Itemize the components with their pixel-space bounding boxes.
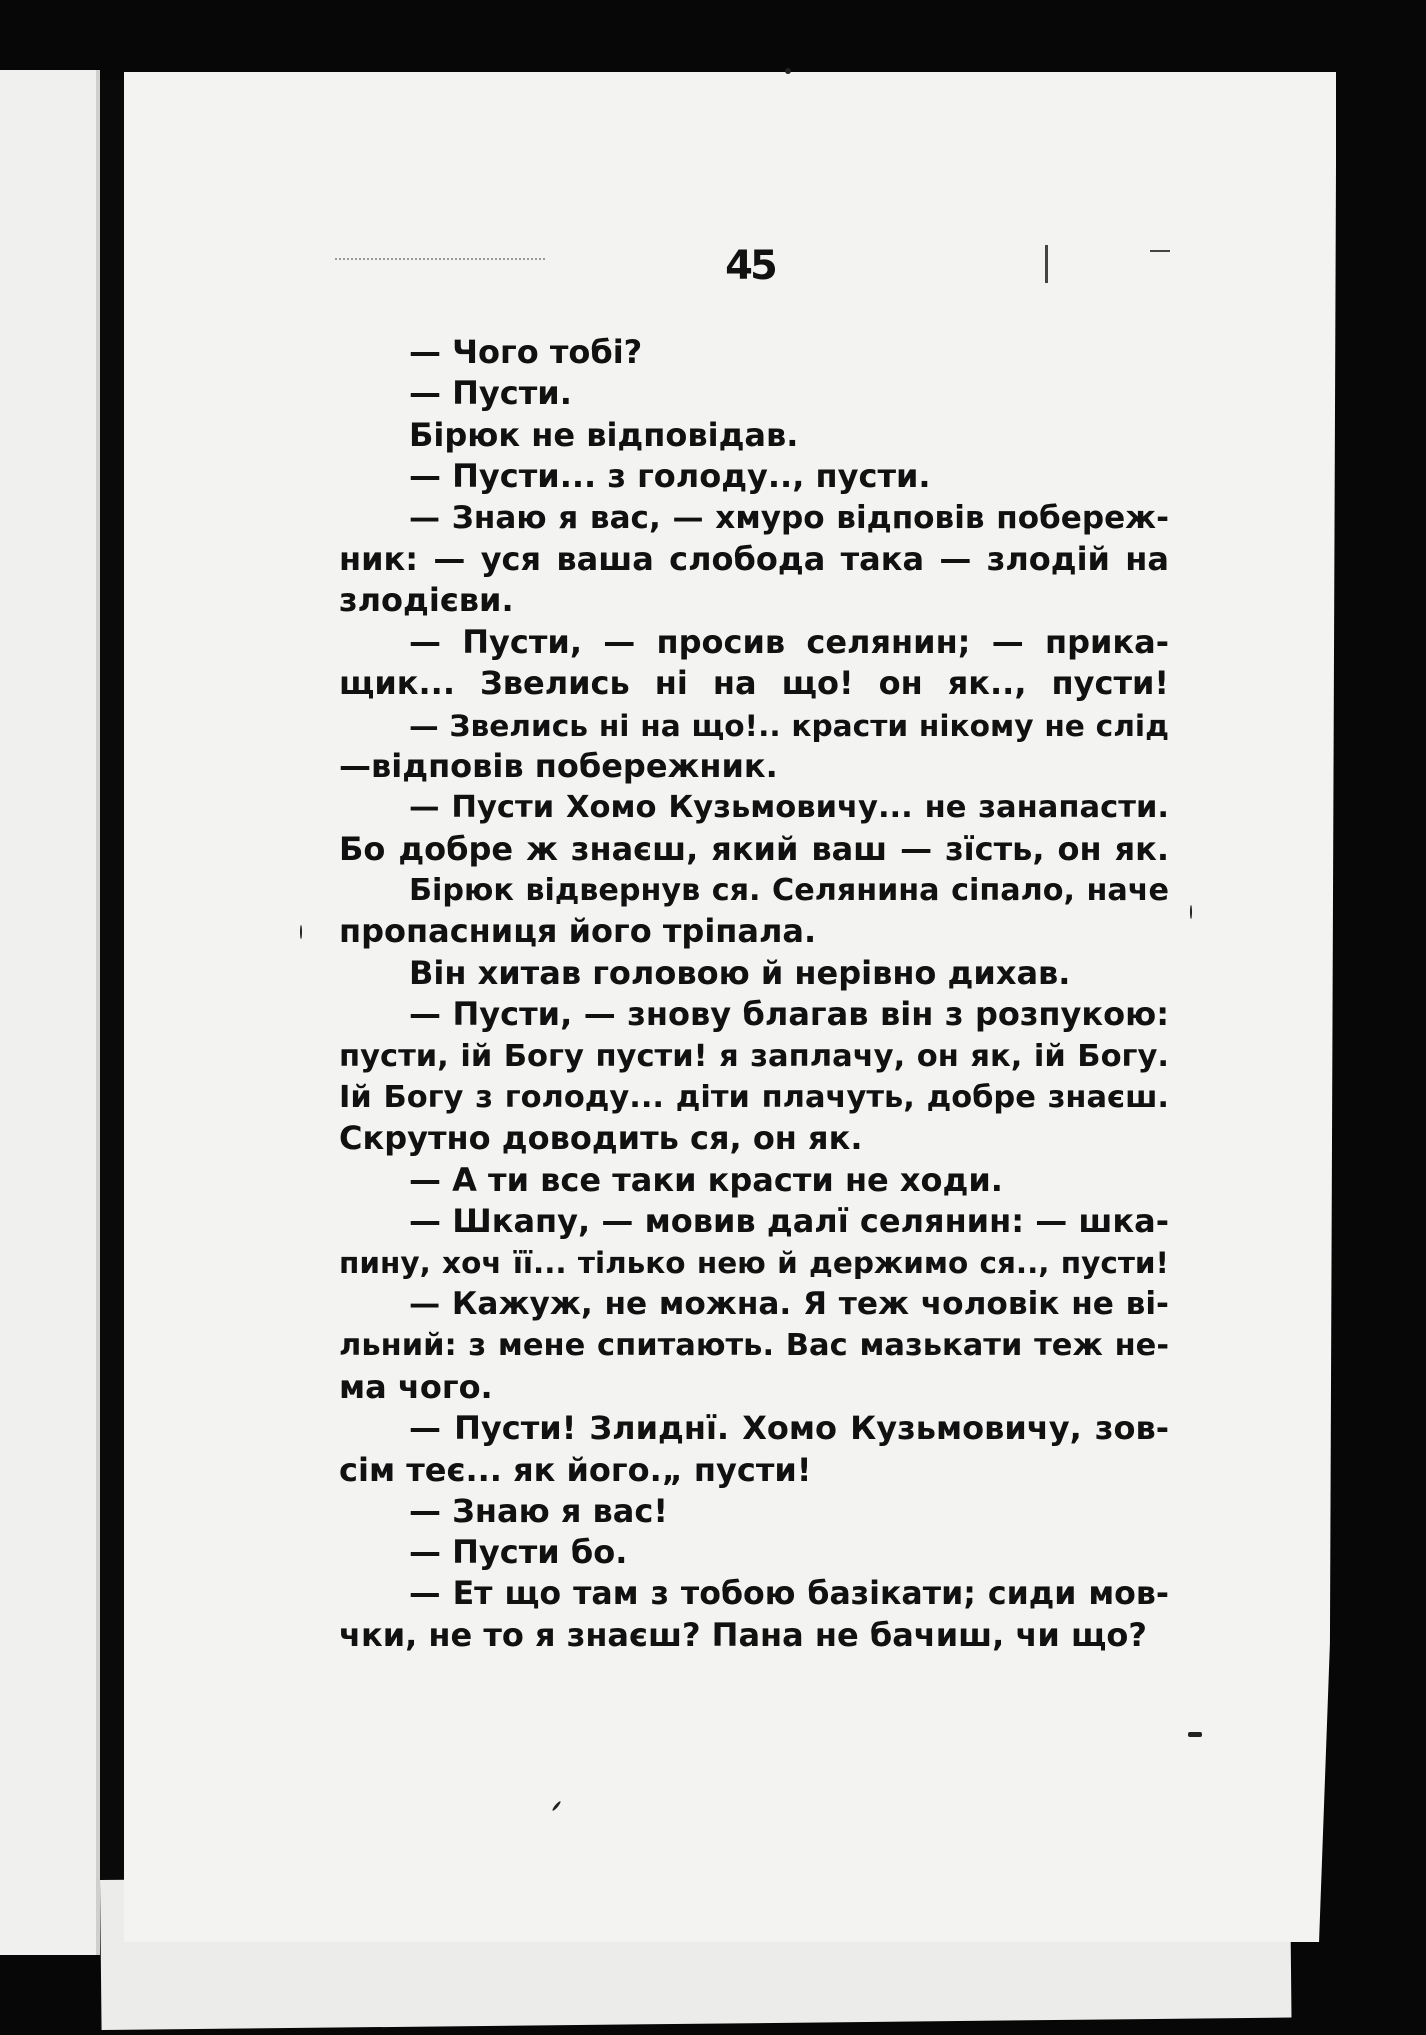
scan-speck — [1188, 1732, 1202, 1737]
text-line: — Пусти, — просив селянин; — прика- — [409, 622, 1169, 661]
text-line: —відповів побережник. — [339, 746, 778, 785]
text-line: Бо добре ж знаєш, який ваш — зїсть, он як. — [339, 829, 1169, 868]
text-line: Він хитав головою й нерівно дихав. — [409, 953, 1071, 992]
scan-speck — [1190, 905, 1192, 919]
scan-speck — [785, 68, 791, 74]
text-line: пропасниця його тріпала. — [339, 912, 817, 951]
text-line: — Знаю я вас! — [409, 1491, 668, 1530]
page-number: 45 — [725, 243, 775, 289]
text-line: — Звелись ні на що!.. красти нікому не слід — [409, 707, 1169, 743]
text-line: — Пусти. — [409, 374, 572, 413]
header-rule — [335, 258, 545, 260]
text-line: Бірюк не відповідав. — [409, 415, 799, 454]
text-line: Бірюк відвернув ся. Селянина сіпало, наче — [409, 873, 1169, 909]
text-line: Скрутно доводить ся, он як. — [339, 1119, 863, 1158]
text-line: льний: з мене спитають. Вас мазькати теж не- — [339, 1328, 1169, 1364]
text-line: — Пусти, — знову благав він з розпукою: — [409, 995, 1169, 1034]
text-line: — Ет що там з тобою базікати; сиди мов- — [409, 1575, 1169, 1612]
text-line: — Пусти! Злиднї. Хомо Кузьмовичу, зов- — [409, 1409, 1169, 1448]
text-line: Ій Богу з голоду... діти плачуть, добре знаєш. — [339, 1080, 1169, 1116]
page-text — [339, 332, 1169, 1657]
text-line: ник: — уся ваша слобода така — злодій на — [339, 539, 1169, 578]
text-line: пусти, ій Богу пусти! я заплачу, он як, ій Богу. — [339, 1038, 1169, 1074]
header-mark — [1150, 250, 1170, 252]
text-line: щик... Звелись ні на що! он як.., пусти! — [339, 664, 1169, 703]
header-mark — [1045, 245, 1048, 283]
text-line: — Кажуж, не можна. Я теж чоловік не ві- — [409, 1285, 1169, 1322]
text-line: чки, не то я знаєш? Пана не бачиш, чи що? — [339, 1616, 1147, 1655]
text-line: злодієви. — [339, 581, 514, 620]
left-page-edge — [0, 70, 100, 1955]
text-line: сім теє... як його.„ пусти! — [339, 1450, 812, 1489]
text-line: пину, хоч її... тілько нею й держимо ся.., пусти! — [339, 1245, 1169, 1280]
text-line: ма чого. — [339, 1367, 493, 1406]
book-spine — [100, 80, 124, 1950]
text-line: — А ти все таки красти не ходи. — [409, 1160, 1003, 1199]
scan-speck — [300, 925, 302, 939]
text-line: — Пусти Хомо Кузьмовичу... не занапасти. — [409, 790, 1169, 826]
text-line: — Шкапу, — мовив далї селянин: — шка- — [409, 1202, 1169, 1241]
text-line: — Пусти... з голоду.., пусти. — [409, 457, 931, 496]
text-line: — Чого тобі? — [409, 333, 643, 371]
text-line: — Знаю я вас, — хмуро відповів побереж- — [409, 499, 1169, 536]
text-line: — Пусти бо. — [409, 1533, 628, 1572]
